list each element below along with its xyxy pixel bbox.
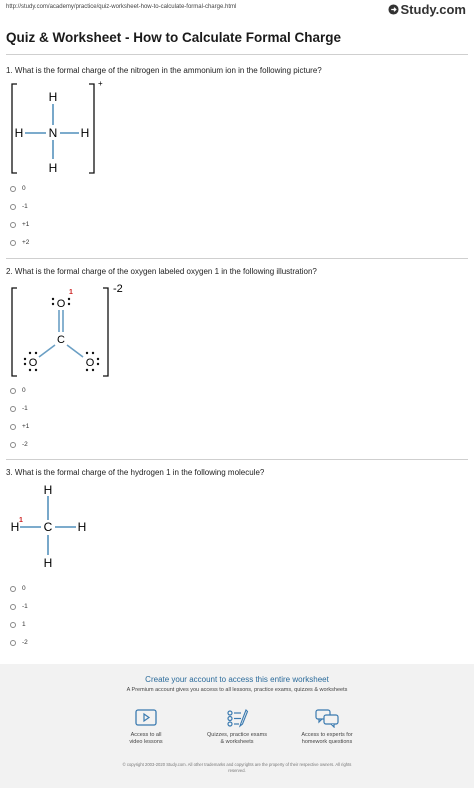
q3-option-1[interactable]: 0	[10, 585, 26, 592]
feature-experts: Access to experts for homework questions	[277, 708, 377, 746]
q2-option-2[interactable]: -1	[10, 405, 28, 412]
q1-option-3[interactable]: +1	[10, 221, 29, 228]
radio-icon[interactable]	[10, 204, 16, 210]
atom-left: H	[10, 520, 20, 534]
create-account-link[interactable]: Create your account to access this entire worksheet	[145, 675, 329, 684]
page-url: http://study.com/academy/practice/quiz-worksheet-how-to-calculate-formal-charge.html	[6, 4, 237, 10]
ion-charge: -2	[113, 283, 123, 295]
ion-charge: +	[98, 79, 103, 88]
radio-icon[interactable]	[10, 222, 16, 228]
right-bracket	[89, 84, 94, 173]
single-bond-left	[39, 345, 55, 357]
feature-quizzes: Quizzes, practice exams & worksheets	[187, 708, 287, 746]
atom-top: O	[56, 298, 66, 310]
oxygen-label: 1	[69, 289, 73, 296]
methane-structure	[6, 480, 106, 570]
atom-right: H	[80, 126, 90, 140]
radio-icon[interactable]	[10, 622, 16, 628]
q1-option-1[interactable]: 0	[10, 185, 26, 192]
atom-center: C	[57, 334, 65, 346]
radio-icon[interactable]	[10, 388, 16, 394]
atom-right: O	[85, 357, 95, 369]
radio-icon[interactable]	[10, 240, 16, 246]
atom-left: O	[28, 357, 38, 369]
carbonate-structure	[6, 280, 136, 380]
radio-icon[interactable]	[10, 424, 16, 430]
brand-logo[interactable]	[388, 2, 467, 17]
atom-center: C	[43, 520, 53, 534]
left-bracket	[12, 288, 17, 376]
right-bracket	[103, 288, 108, 376]
copyright: © copyright 2003-2020 Study.com. All other trademarks and copyrights are the property of their respective owners. All rights reserved.	[122, 762, 352, 773]
q2-option-3[interactable]: +1	[10, 423, 29, 430]
atom-bottom: H	[43, 556, 53, 570]
radio-icon[interactable]	[10, 604, 16, 610]
atom-right: H	[77, 520, 87, 534]
atom-left: H	[14, 126, 24, 140]
question-divider	[6, 459, 468, 460]
q3-option-2[interactable]: -1	[10, 603, 28, 610]
q1-option-4[interactable]: +2	[10, 239, 29, 246]
q2-option-1[interactable]: 0	[10, 387, 26, 394]
question-1-text: 1. What is the formal charge of the nitrogen in the ammonium ion in the following picture?	[6, 66, 322, 75]
hydrogen-label: 1	[19, 517, 23, 524]
radio-icon[interactable]	[10, 186, 16, 192]
radio-icon[interactable]	[10, 640, 16, 646]
atom-center: N	[48, 126, 58, 140]
video-icon	[134, 708, 158, 728]
study-logo-icon	[388, 4, 399, 15]
checklist-icon	[225, 708, 249, 728]
q2-option-4[interactable]: -2	[10, 441, 28, 448]
atom-top: H	[48, 90, 58, 104]
page-title: Quiz & Worksheet - How to Calculate Formal Charge	[6, 30, 342, 45]
question-3-text: 3. What is the formal charge of the hydrogen 1 in the following molecule?	[6, 468, 265, 477]
q3-option-4[interactable]: -2	[10, 639, 28, 646]
q1-option-2[interactable]: -1	[10, 203, 28, 210]
brand-name: Study.com	[400, 2, 466, 17]
chat-icon	[314, 708, 340, 728]
premium-subtext: A Premium account gives you access to all lessons, practice exams, quizzes & worksheets	[126, 687, 348, 693]
question-divider	[6, 258, 468, 259]
ammonium-structure	[6, 78, 116, 178]
radio-icon[interactable]	[10, 586, 16, 592]
atom-top: H	[43, 483, 53, 497]
title-divider	[6, 54, 468, 55]
radio-icon[interactable]	[10, 406, 16, 412]
q3-option-3[interactable]: 1	[10, 621, 26, 628]
question-2-text: 2. What is the formal charge of the oxygen labeled oxygen 1 in the following illustration?	[6, 267, 317, 276]
feature-video: Access to all video lessons	[96, 708, 196, 746]
radio-icon[interactable]	[10, 442, 16, 448]
atom-bottom: H	[48, 161, 58, 175]
single-bond-right	[67, 345, 83, 357]
